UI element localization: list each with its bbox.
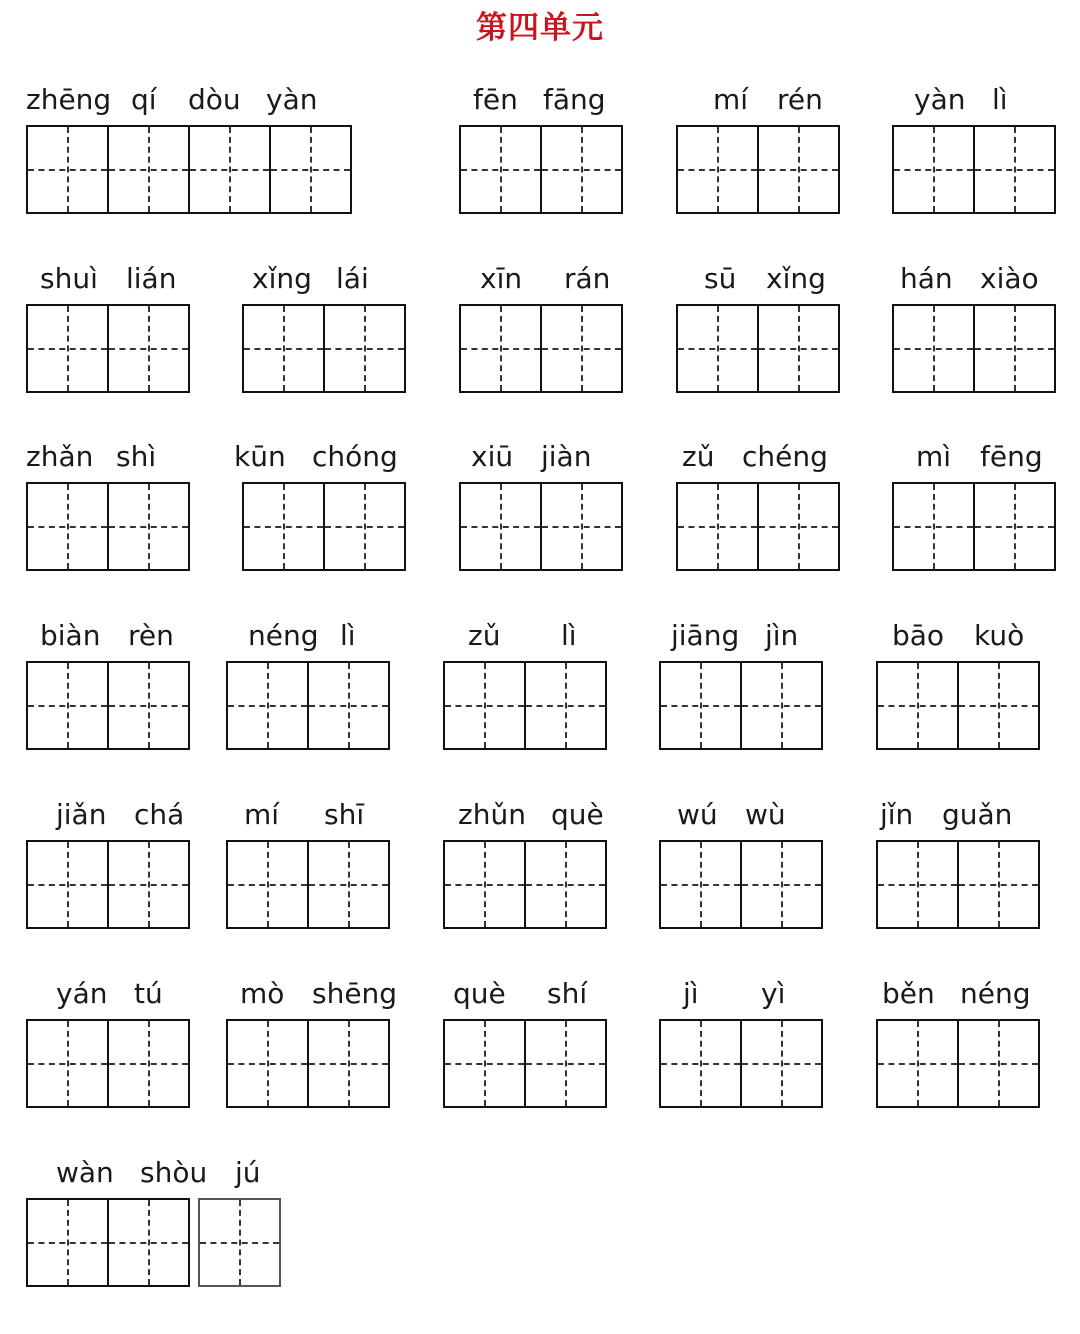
tian-zi-ge-cell[interactable]: [892, 304, 975, 393]
pinyin-syllable: chá: [134, 798, 185, 831]
tian-zi-ge-cell[interactable]: [524, 661, 607, 750]
pinyin-syllable: yàn: [266, 83, 318, 116]
writing-grid: [876, 840, 1040, 929]
pinyin-syllable: zǔ: [468, 619, 501, 652]
pinyin-syllable: què: [453, 977, 506, 1010]
pinyin-syllable: jiàn: [541, 440, 592, 473]
pinyin-syllable: sū: [704, 262, 737, 295]
tian-zi-ge-cell[interactable]: [659, 1019, 742, 1108]
writing-grid: [676, 304, 840, 393]
pinyin-syllable: lián: [126, 262, 177, 295]
pinyin-syllable: biàn: [40, 619, 101, 652]
pinyin-syllable: jǐn: [880, 798, 914, 831]
tian-zi-ge-cell[interactable]: [107, 304, 190, 393]
writing-grid: [443, 1019, 607, 1108]
pinyin-syllable: mì: [916, 440, 952, 473]
writing-grid: [676, 125, 840, 214]
writing-grid: [26, 661, 190, 750]
tian-zi-ge-cell[interactable]: [757, 304, 840, 393]
writing-grid: [892, 304, 1056, 393]
pinyin-syllable: shí: [547, 977, 588, 1010]
pinyin-syllable: kuò: [974, 619, 1025, 652]
tian-zi-ge-cell[interactable]: [876, 661, 959, 750]
tian-zi-ge-cell[interactable]: [876, 1019, 959, 1108]
tian-zi-ge-cell[interactable]: [540, 304, 623, 393]
writing-grid: [659, 1019, 823, 1108]
writing-grid: [459, 304, 623, 393]
pinyin-syllable: guǎn: [942, 798, 1013, 831]
tian-zi-ge-cell[interactable]: [107, 661, 190, 750]
tian-zi-ge-cell[interactable]: [26, 840, 109, 929]
pinyin-syllable: mò: [240, 977, 285, 1010]
tian-zi-ge-cell[interactable]: [973, 125, 1056, 214]
writing-grid: [26, 1198, 281, 1287]
pinyin-syllable: rèn: [128, 619, 174, 652]
tian-zi-ge-cell[interactable]: [188, 125, 271, 214]
tian-zi-ge-cell[interactable]: [107, 1198, 190, 1287]
writing-grid: [242, 304, 406, 393]
tian-zi-ge-cell[interactable]: [892, 482, 975, 571]
tian-zi-ge-cell[interactable]: [226, 840, 309, 929]
tian-zi-ge-cell[interactable]: [323, 482, 406, 571]
pinyin-syllable: jiāng: [671, 619, 740, 652]
tian-zi-ge-cell[interactable]: [459, 125, 542, 214]
tian-zi-ge-cell[interactable]: [323, 304, 406, 393]
pinyin-syllable: shuì: [40, 262, 98, 295]
tian-zi-ge-cell[interactable]: [26, 125, 109, 214]
pinyin-syllable: xiào: [980, 262, 1039, 295]
pinyin-syllable: néng: [960, 977, 1031, 1010]
pinyin-syllable: lì: [992, 83, 1008, 116]
pinyin-syllable: rén: [777, 83, 823, 116]
pinyin-syllable: wàn: [56, 1156, 114, 1189]
pinyin-syllable: jú: [235, 1156, 261, 1189]
tian-zi-ge-cell[interactable]: [459, 304, 542, 393]
pinyin-syllable: yán: [56, 977, 108, 1010]
pinyin-syllable: xǐng: [766, 262, 826, 295]
pinyin-syllable: zǔ: [682, 440, 715, 473]
tian-zi-ge-cell[interactable]: [443, 840, 526, 929]
writing-grid: [876, 1019, 1040, 1108]
pinyin-syllable: lì: [340, 619, 356, 652]
writing-grid: [226, 661, 390, 750]
pinyin-syllable: fāng: [543, 83, 606, 116]
tian-zi-ge-cell[interactable]: [676, 482, 759, 571]
pinyin-syllable: shī: [324, 798, 365, 831]
tian-zi-ge-cell[interactable]: [26, 1019, 109, 1108]
writing-grid: [26, 1019, 190, 1108]
tian-zi-ge-cell[interactable]: [659, 661, 742, 750]
tian-zi-ge-cell[interactable]: [973, 304, 1056, 393]
tian-zi-ge-cell[interactable]: [26, 304, 109, 393]
writing-grid: [676, 482, 840, 571]
pinyin-syllable: běn: [882, 977, 935, 1010]
pinyin-syllable: xīn: [480, 262, 523, 295]
writing-grid: [226, 840, 390, 929]
tian-zi-ge-cell[interactable]: [269, 125, 352, 214]
tian-zi-ge-cell[interactable]: [107, 482, 190, 571]
tian-zi-ge-cell[interactable]: [226, 1019, 309, 1108]
pinyin-syllable: xǐng: [252, 262, 312, 295]
pinyin-syllable: jì: [683, 977, 699, 1010]
tian-zi-ge-cell[interactable]: [676, 125, 759, 214]
writing-grid: [659, 840, 823, 929]
writing-grid: [443, 840, 607, 929]
tian-zi-ge-cell[interactable]: [26, 1198, 109, 1287]
tian-zi-ge-cell[interactable]: [26, 482, 109, 571]
tian-zi-ge-cell[interactable]: [973, 482, 1056, 571]
pinyin-syllable: tú: [134, 977, 163, 1010]
tian-zi-ge-cell[interactable]: [107, 1019, 190, 1108]
pinyin-syllable: shòu: [140, 1156, 208, 1189]
writing-grid: [443, 661, 607, 750]
tian-zi-ge-cell[interactable]: [957, 1019, 1040, 1108]
writing-grid: [459, 482, 623, 571]
writing-grid: [876, 661, 1040, 750]
pinyin-syllable: fēng: [980, 440, 1043, 473]
tian-zi-ge-cell[interactable]: [226, 661, 309, 750]
pinyin-syllable: mí: [713, 83, 749, 116]
pinyin-syllable: jìn: [765, 619, 799, 652]
tian-zi-ge-cell[interactable]: [957, 661, 1040, 750]
tian-zi-ge-cell[interactable]: [524, 1019, 607, 1108]
tian-zi-ge-cell[interactable]: [740, 661, 823, 750]
page-title: 第四单元: [476, 10, 604, 46]
tian-zi-ge-cell[interactable]: [540, 125, 623, 214]
writing-grid: [459, 125, 623, 214]
writing-grid: [26, 125, 352, 214]
pinyin-syllable: shì: [116, 440, 157, 473]
tian-zi-ge-cell[interactable]: [26, 661, 109, 750]
pinyin-syllable: dòu: [188, 83, 241, 116]
tian-zi-ge-cell[interactable]: [957, 840, 1040, 929]
writing-grid: [26, 304, 190, 393]
tian-zi-ge-cell[interactable]: [740, 840, 823, 929]
tian-zi-ge-cell[interactable]: [242, 304, 325, 393]
pinyin-syllable: yì: [761, 977, 786, 1010]
tian-zi-ge-cell[interactable]: [198, 1198, 281, 1287]
tian-zi-ge-cell[interactable]: [107, 125, 190, 214]
tian-zi-ge-cell[interactable]: [540, 482, 623, 571]
writing-grid: [26, 482, 190, 571]
pinyin-syllable: fēn: [473, 83, 518, 116]
tian-zi-ge-cell[interactable]: [443, 661, 526, 750]
pinyin-syllable: xiū: [471, 440, 514, 473]
tian-zi-ge-cell[interactable]: [107, 840, 190, 929]
pinyin-syllable: kūn: [234, 440, 286, 473]
writing-grid: [892, 125, 1056, 214]
writing-grid: [659, 661, 823, 750]
pinyin-syllable: yàn: [914, 83, 966, 116]
tian-zi-ge-cell[interactable]: [676, 304, 759, 393]
writing-grid: [892, 482, 1056, 571]
pinyin-syllable: hán: [900, 262, 953, 295]
writing-grid: [226, 1019, 390, 1108]
writing-grid: [26, 840, 190, 929]
tian-zi-ge-cell[interactable]: [757, 125, 840, 214]
pinyin-syllable: wú: [677, 798, 718, 831]
pinyin-syllable: shēng: [312, 977, 398, 1010]
pinyin-syllable: bāo: [892, 619, 945, 652]
pinyin-syllable: chéng: [742, 440, 828, 473]
tian-zi-ge-cell[interactable]: [307, 1019, 390, 1108]
pinyin-syllable: néng: [248, 619, 319, 652]
pinyin-syllable: zhēng: [26, 83, 112, 116]
tian-zi-ge-cell[interactable]: [307, 661, 390, 750]
tian-zi-ge-cell[interactable]: [524, 840, 607, 929]
writing-grid: [242, 482, 406, 571]
tian-zi-ge-cell[interactable]: [740, 1019, 823, 1108]
pinyin-syllable: jiǎn: [56, 798, 107, 831]
pinyin-syllable: lái: [336, 262, 369, 295]
pinyin-syllable: wù: [745, 798, 786, 831]
pinyin-syllable: lì: [561, 619, 577, 652]
pinyin-syllable: mí: [244, 798, 280, 831]
pinyin-syllable: què: [551, 798, 604, 831]
tian-zi-ge-cell[interactable]: [459, 482, 542, 571]
pinyin-syllable: zhǎn: [26, 440, 94, 473]
tian-zi-ge-cell[interactable]: [443, 1019, 526, 1108]
pinyin-syllable: rán: [564, 262, 611, 295]
tian-zi-ge-cell[interactable]: [242, 482, 325, 571]
tian-zi-ge-cell[interactable]: [892, 125, 975, 214]
tian-zi-ge-cell[interactable]: [659, 840, 742, 929]
pinyin-syllable: qí: [131, 83, 157, 116]
tian-zi-ge-cell[interactable]: [876, 840, 959, 929]
tian-zi-ge-cell[interactable]: [307, 840, 390, 929]
pinyin-syllable: chóng: [312, 440, 398, 473]
pinyin-syllable: zhǔn: [458, 798, 526, 831]
tian-zi-ge-cell[interactable]: [757, 482, 840, 571]
